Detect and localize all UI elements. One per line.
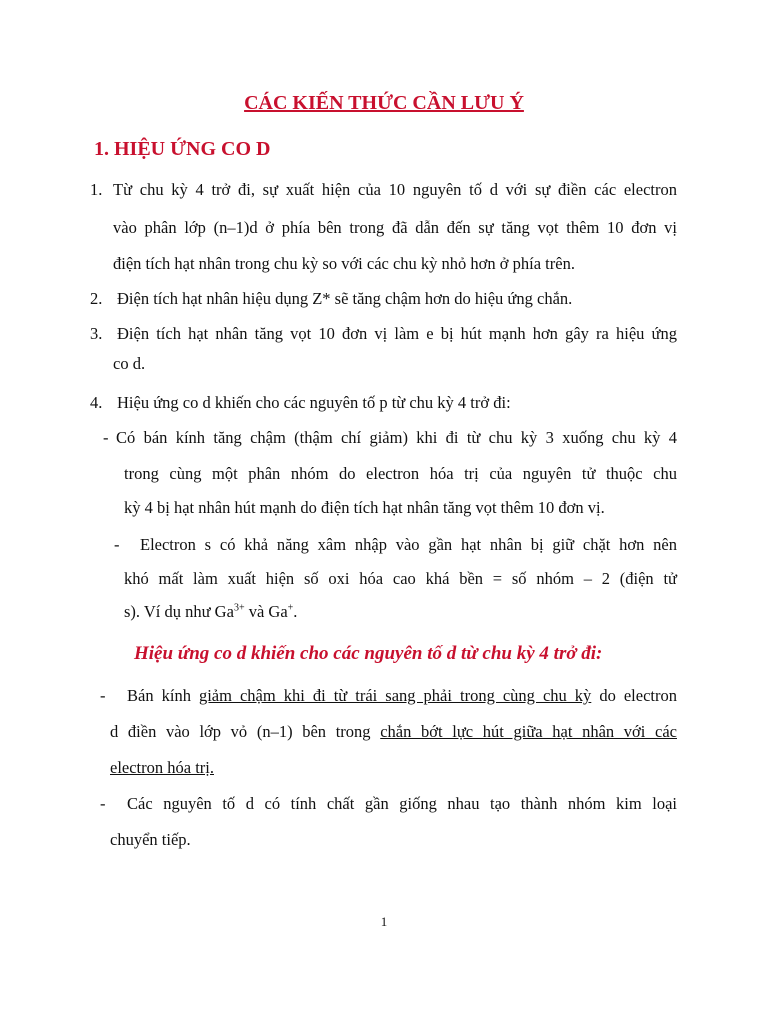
d-item-line xyxy=(127,688,677,705)
item-number: 4. xyxy=(90,393,103,412)
example-text: . xyxy=(293,602,298,621)
dash-marker: - xyxy=(100,686,106,705)
item-line: điện tích hạt nhân trong chu kỳ so với các chu kỳ nhỏ hơn ở phía trên. xyxy=(113,254,575,273)
sub-item-line: Electron s có khả năng xâm nhập vào gần hạt nhân bị giữ chặt hơn nên xyxy=(140,535,677,554)
underlined-text: electron hóa trị. xyxy=(110,758,214,777)
charge-superscript: + xyxy=(287,602,294,614)
example-text: và Ga xyxy=(244,602,288,621)
item-number: 3. xyxy=(90,324,103,343)
item-line: Điện tích hạt nhân tăng vọt 10 đơn vị làm e bị hút mạnh hơn gây ra hiệu ứng xyxy=(117,324,677,343)
dash-marker: - xyxy=(103,428,109,447)
item-number: 2. xyxy=(90,289,103,308)
sub-item-line: khó mất làm xuất hiện số oxi hóa cao khá bền = số nhóm – 2 (điện tử xyxy=(124,569,677,588)
subheading: Hiệu ứng co d khiến cho các nguyên tố d từ chu kỳ 4 trở đi: xyxy=(134,643,603,664)
sub-item-line: Có bán kính tăng chậm (thậm chí giảm) khi đi từ chu kỳ 3 xuống chu kỳ 4 xyxy=(116,428,677,447)
item-number: 1. xyxy=(90,180,103,199)
underlined-text: giảm chậm khi đi từ trái sang phải trong cùng chu kỳ xyxy=(198,686,592,705)
d-item-line: chuyển tiếp. xyxy=(110,830,191,849)
item-line: vào phân lớp (n–1)d ở phía bên trong đã dẫn đến sự tăng vọt thêm 10 đơn vị xyxy=(113,218,677,237)
sub-item-line: trong cùng một phân nhóm do electron hóa trị của nguyên tử thuộc chu xyxy=(124,464,677,483)
sub-item-line: kỳ 4 bị hạt nhân hút mạnh do điện tích hạt nhân tăng vọt thêm 10 đơn vị. xyxy=(124,498,605,517)
item-line: Hiệu ứng co d khiến cho các nguyên tố p từ chu kỳ 4 trở đi: xyxy=(117,393,511,412)
item-line: Từ chu kỳ 4 trở đi, sự xuất hiện của 10 nguyên tố d với sự điền các electron xyxy=(113,180,677,199)
dash-marker: - xyxy=(114,535,120,554)
section-heading: 1. HIỆU ỨNG CO D xyxy=(94,138,271,160)
underlined-text: chắn bớt lực hút giữa hạt nhân với các xyxy=(380,722,677,741)
text-run: Bán kính xyxy=(127,686,199,705)
item-line: Điện tích hạt nhân hiệu dụng Z* sẽ tăng chậm hơn do hiệu ứng chắn. xyxy=(117,289,573,308)
sub-item-line xyxy=(124,604,297,621)
example-text: s). Ví dụ như Ga xyxy=(124,602,234,621)
item-line: co d. xyxy=(113,354,146,373)
d-item-line xyxy=(110,760,214,777)
dash-marker: - xyxy=(100,794,106,813)
d-item-line xyxy=(110,724,677,741)
text-run: d điền vào lớp vỏ (n–1) bên trong xyxy=(110,722,381,741)
d-item-line: Các nguyên tố d có tính chất gần giống nhau tạo thành nhóm kim loại xyxy=(127,794,677,813)
charge-superscript: 3+ xyxy=(233,602,245,614)
text-run: do electron xyxy=(591,686,677,705)
page-title: CÁC KIẾN THỨC CẦN LƯU Ý xyxy=(244,92,524,114)
page-number: 1 xyxy=(380,914,388,929)
